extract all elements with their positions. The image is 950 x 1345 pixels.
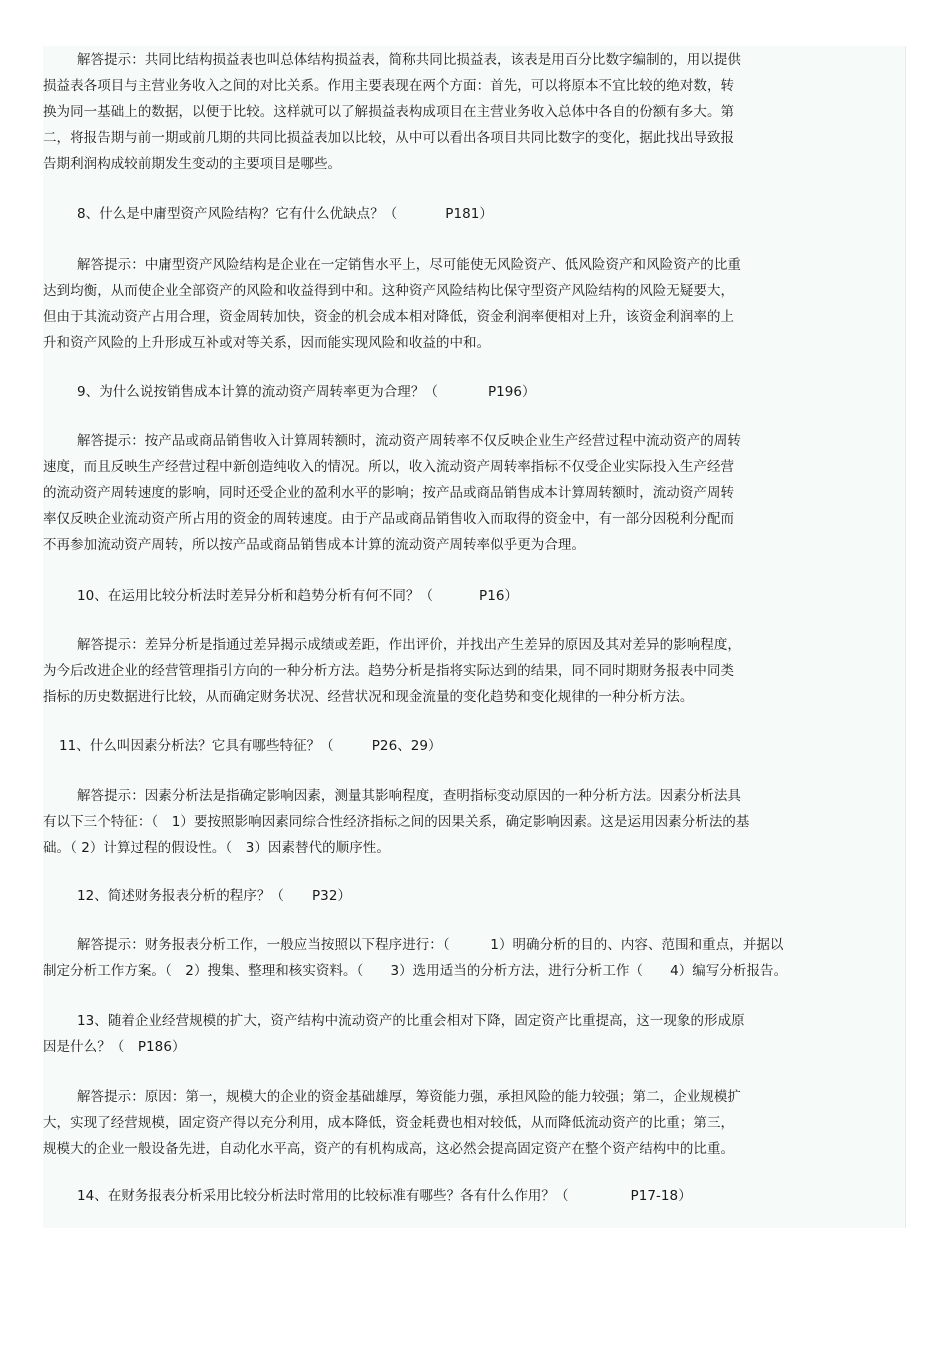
answer-line: 大，实现了经营规模，固定资产得以充分利用，成本降低，资金耗费也相对较低，从而降低流动资产的比重；第三，	[43, 1115, 735, 1131]
answer-line: 损益表各项目与主营业务收入之间的对比关系。作用主要表现在两个方面：首先，可以将原本不宜比较的绝对数，转	[43, 78, 735, 94]
answer-line: 告期利润构成较前期发生变动的主要项目是哪些。	[43, 156, 342, 172]
answer-line: 有以下三个特征：（ 1）要按照影响因素同综合性经济指标之间的因果关系，确定影响因素。这是运用因素分析法的基	[43, 814, 750, 830]
question-14	[77, 1187, 692, 1205]
answer-line: 解答提示：差异分析是指通过差异揭示成绩或差距，作出评价，并找出产生差异的原因及其对差异的影响程度，	[77, 637, 741, 653]
answer-line: 解答提示：中庸型资产风险结构是企业在一定销售水平上，尽可能使无风险资产、低风险资产和风险资产的比重	[77, 257, 741, 273]
question-12	[77, 887, 351, 905]
document-panel	[43, 46, 906, 1228]
answer-line: 制定分析工作方案。（ 2）搜集、整理和核实资料。（ 3）选用适当的分析方法，进行分析工作（ 4）编写分析报告。	[43, 963, 788, 979]
answer-line: 不再参加流动资产周转，所以按产品或商品销售成本计算的流动资产周转率似乎更为合理。	[43, 537, 585, 553]
answer-line: 的流动资产周转速度的影响，同时还受企业的盈利水平的影响；按产品或商品销售成本计算周转额时，流动资产周转	[43, 485, 735, 501]
answer-line: 达到均衡，从而使企业全部资产的风险和收益得到中和。这种资产风险结构比保守型资产风险结构的风险无疑要大，	[43, 283, 735, 299]
question-10	[77, 587, 518, 605]
answer-line: 指标的历史数据进行比较，从而确定财务状况、经营状况和现金流量的变化趋势和变化规律的一种分析方法。	[43, 689, 694, 705]
answer-line: 换为同一基础上的数据，以便于比较。这样就可以了解损益表构成项目在主营业务收入总体中各自的份额有多大。第	[43, 104, 735, 120]
answer-line: 解答提示：按产品或商品销售收入计算周转额时，流动资产周转率不仅反映企业生产经营过程中流动资产的周转	[77, 433, 741, 449]
answer-line: 规模大的企业一般设备先进，自动化水平高，资产的有机构成高，这必然会提高固定资产在整个资产结构中的比重。	[43, 1141, 735, 1157]
question-text: 11、什么叫因素分析法？它具有哪些特征？（	[59, 738, 334, 754]
question-11	[59, 737, 442, 755]
answer-line: 为今后改进企业的经营管理指引方向的一种分析方法。趋势分析是指将实际达到的结果，同不同时期财务报表中同类	[43, 663, 735, 679]
question-text: 10、在运用比较分析法时差异分析和趋势分析有何不同？（	[77, 588, 434, 604]
question-text: 9、为什么说按销售成本计算的流动资产周转率更为合理？（	[77, 384, 438, 400]
answer-line: 解答提示：原因：第一，规模大的企业的资金基础雄厚，筹资能力强，承担风险的能力较强；第二，企业规模扩	[77, 1089, 741, 1105]
answer-line: 解答提示：因素分析法是指确定影响因素，测量其影响程度，查明指标变动原因的一种分析方法。因素分析法具	[77, 788, 741, 804]
page-reference: P196）	[487, 384, 536, 400]
answer-line: 升和资产风险的上升形成互补或对等关系，因而能实现风险和收益的中和。	[43, 335, 491, 351]
page-reference: P17-18）	[630, 1188, 692, 1204]
answer-line: 解答提示：财务报表分析工作，一般应当按照以下程序进行：（ 1）明确分析的目的、内容、范围和重点，并据以	[77, 937, 784, 953]
page-reference: P181）	[445, 206, 493, 222]
question-text: 12、简述财务报表分析的程序？（	[77, 888, 284, 904]
page-reference: P32）	[311, 888, 352, 904]
answer-line: 但由于其流动资产占用合理，资金周转加快，资金的机会成本相对降低，资金利润率便相对上升，该资金利润率的上	[43, 309, 735, 325]
answer-line: 础。（ 2）计算过程的假设性。（ 3）因素替代的顺序性。	[43, 840, 390, 856]
answer-line: 解答提示：共同比结构损益表也叫总体结构损益表，简称共同比损益表，该表是用百分比数字编制的，用以提供	[77, 52, 741, 68]
question-13-cont: 因是什么？（ P186）	[43, 1039, 186, 1055]
answer-line: 二，将报告期与前一期或前几期的共同比损益表加以比较，从中可以看出各项目共同比数字的变化，据此找出导致报	[43, 130, 735, 146]
question-text: 14、在财务报表分析采用比较分析法时常用的比较标准有哪些？各有什么作用？（	[77, 1188, 569, 1204]
page-reference: P16）	[479, 588, 519, 604]
page-reference: P26、29）	[371, 738, 442, 754]
answer-line: 率仅反映企业流动资产所占用的资金的周转速度。由于产品或商品销售收入而取得的资金中，有一部分因税利分配而	[43, 511, 735, 527]
question-8	[77, 205, 493, 223]
question-9	[77, 383, 536, 401]
answer-line: 速度，而且反映生产经营过程中新创造纯收入的情况。所以，收入流动资产周转率指标不仅受企业实际投入生产经营	[43, 459, 735, 475]
question-text: 8、什么是中庸型资产风险结构？它有什么优缺点？（	[77, 206, 398, 222]
question-13: 13、随着企业经营规模的扩大，资产结构中流动资产的比重会相对下降，固定资产比重提高，这一现象的形成原	[77, 1013, 745, 1029]
